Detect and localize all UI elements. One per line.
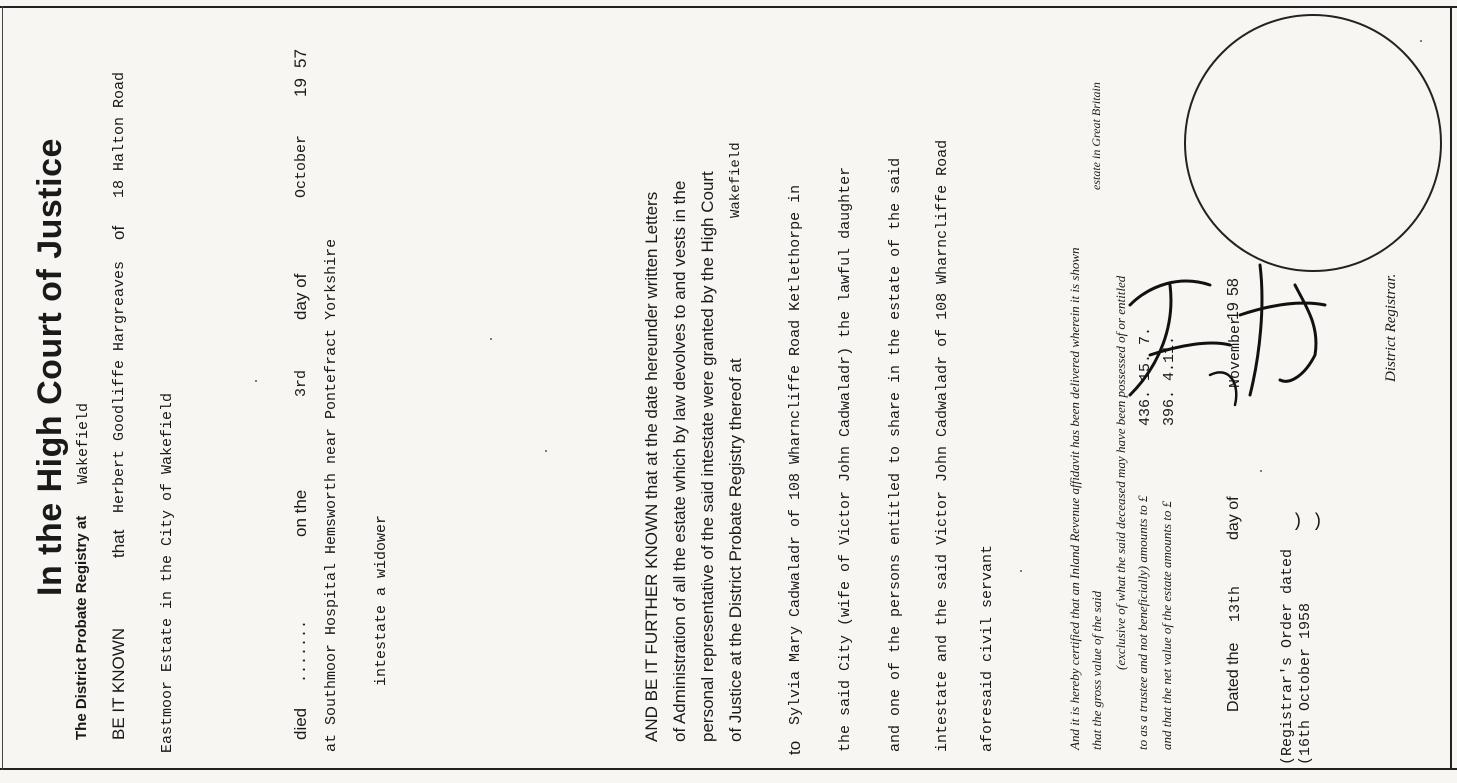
further-known-place: Wakefield [728,142,744,218]
court-title: In the High Court of Justice [31,138,69,596]
right-border-line [1450,6,1452,770]
address-line-1: 18 Halton Road [111,71,128,198]
certified-line-1: And it is hereby certified that an Inland Revenue affidavit has been delivered wherein it is shown [1067,247,1082,750]
district-registrar-title: District Registrar. [1383,273,1399,382]
certified-line-3: (exclusive of what the said deceased may have been possessed of or entitled [1113,275,1128,670]
certified-line-4: to as a trustee and not beneficially) amounts to £ [1135,495,1150,750]
paper-speck [255,380,257,382]
deceased-name: Herbert Goodliffe Hargreaves [111,260,128,513]
further-known-line-4: of Justice at the District Probate Registry thereof at [726,358,745,742]
dated-year-prefix: 19 [1225,302,1242,320]
dated-month: November [1227,315,1244,388]
grantee-line-2: the said City (wife of Victor John Cadwaladr) the lawful daughter [837,166,854,752]
dated-year: 58 [1225,278,1242,296]
death-day: 3rd [293,369,310,397]
further-known-line-1: AND BE IT FURTHER KNOWN that at the date hereunder written Letters [642,191,661,742]
certified-line-2: that the gross value of the said [1089,590,1104,750]
dated-the-label: Dated the [1225,642,1242,712]
registrar-signature [1090,245,1350,445]
on-the-label: on the [291,489,310,537]
paper-speck [490,338,492,340]
paper-speck [545,450,547,452]
died-dots: ....... [293,619,310,683]
certified-estate-gb: estate in Great Britain [1089,82,1103,190]
further-known-line-3: personal representative of the said intestate were granted by the High Court [698,171,717,742]
dated-day-of: day of [1225,496,1242,540]
court-seal-circle [1184,14,1442,272]
order-brace-top: ) [1292,512,1303,532]
died-label: died [291,707,310,740]
of-label: of [109,225,128,240]
grantee-line-1: Sylvia Mary Cadwaladr of 108 Wharncliffe Road Ketlethorpe in [787,184,804,725]
paper-speck [1260,470,1262,472]
registry-label: The District Probate Registry at [73,515,90,740]
death-month: October [293,134,310,198]
paper-speck [1420,40,1422,42]
gross-value: 436. 15. 7. [1137,326,1154,426]
address-line-2: Eastmoor Estate in the City of Wakefield [159,392,176,753]
registrars-order-line-1: (Registrar's Order dated [1279,548,1296,765]
grantee-line-3: and one of the persons entitled to share in the estate of the said [887,157,904,752]
to-label: to [785,740,804,755]
bottom-border-line [0,768,1457,770]
net-value: 396. 4.11. [1161,335,1178,426]
further-known-line-2: of Administration of all the estate which by law devolves to and vests in the [670,180,689,742]
grantee-line-5: aforesaid civil servant [979,544,996,752]
certified-line-5: and that the net value of the estate amounts to £ [1159,500,1174,750]
deceased-status: intestate a widower [373,514,390,686]
death-year: 57 [291,49,310,68]
top-border-line [0,6,1457,8]
death-place: at Southmoor Hospital Hemsworth near Pontefract Yorkshire [323,238,340,752]
grantee-line-4: intestate and the said Victor John Cadwaladr of 108 Wharncliffe Road [934,139,951,752]
registry-place: Wakefield [75,402,92,484]
order-brace-bottom: ) [1312,512,1323,532]
dated-day: 13th [1227,585,1244,622]
registrars-order-line-2: (16th October 1958 [1297,602,1314,765]
year-prefix: 19 [291,78,310,97]
day-of-label: day of [291,273,310,320]
left-border-line [2,6,3,770]
be-it-known: BE IT KNOWN [109,627,128,740]
that-label: that [109,529,128,558]
paper-speck [1020,570,1022,572]
